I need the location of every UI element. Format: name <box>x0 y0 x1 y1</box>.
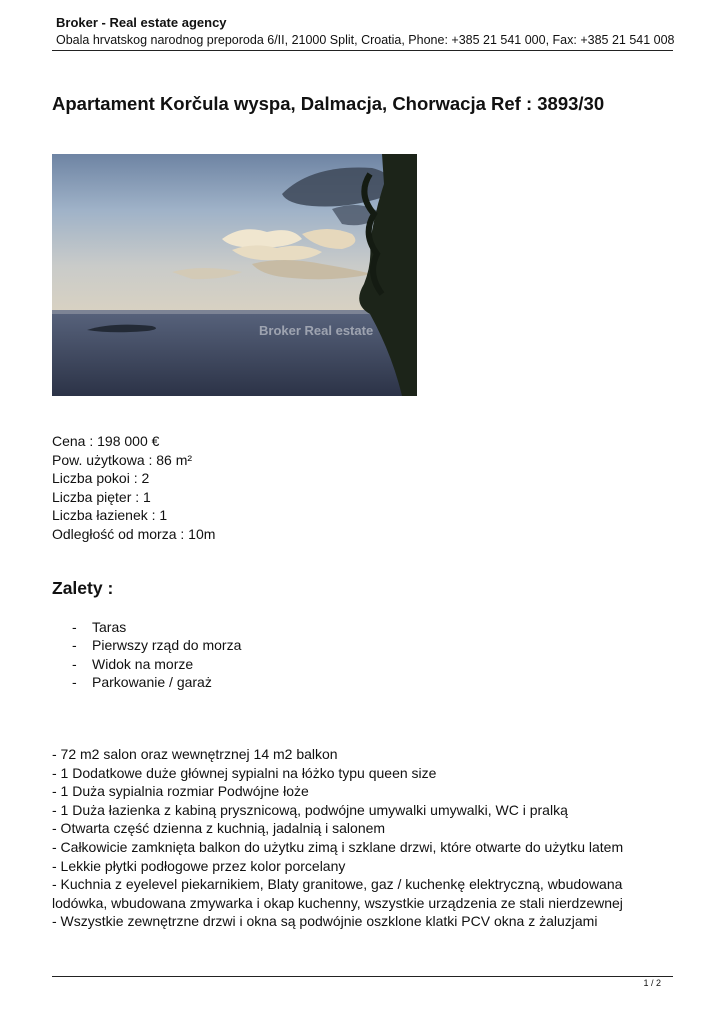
spec-rooms: Liczba pokoi : 2 <box>52 470 150 487</box>
list-item: - Parkowanie / garaż <box>72 674 212 691</box>
bullet-dash: - <box>72 619 77 635</box>
list-item: - Taras <box>72 619 127 635</box>
header-divider <box>52 50 673 51</box>
page-number: 1 / 2 <box>643 978 661 988</box>
list-item: - Pierwszy rząd do morza <box>72 637 242 654</box>
property-specs <box>52 432 215 544</box>
bullet-dash: - <box>72 674 77 691</box>
spec-area: Pow. użytkowa : 86 m² <box>52 451 193 468</box>
spec-floors: Liczba pięter : 1 <box>52 488 151 505</box>
photo-watermark: Broker Real estate <box>259 323 374 338</box>
description-line: - Kuchnia z eyelevel piekarnikiem, Blaty granitowe, gaz / kuchenkę elektryczną, wbudowana <box>52 876 623 893</box>
advantages-list <box>72 618 241 692</box>
description-line: - 1 Duża sypialnia rozmiar Podwójne łoże <box>52 783 309 800</box>
description-line: - 1 Duża łazienka z kabiną prysznicową, podwójne umywalki umywalki, WC i pralką <box>52 801 568 818</box>
page-header <box>56 15 676 48</box>
description-line: lodówka, wbudowana zmywarka i okap kuchenny, wszystkie urządzenia ze stali nierdzewnej <box>52 894 623 911</box>
description-line: - 72 m2 salon oraz wewnętrznej 14 m2 balkon <box>52 746 338 762</box>
bullet-dash: - <box>72 637 77 654</box>
spec-price: Cena : 198 000 € <box>52 433 160 449</box>
description-line: - 1 Dodatkowe duże głównej sypialni na łóżko typu queen size <box>52 764 437 781</box>
description-line: - Lekkie płytki podłogowe przez kolor porcelany <box>52 857 346 874</box>
property-photo <box>52 154 417 396</box>
agency-name: Broker - Real estate agency <box>56 15 227 30</box>
spec-sea-distance: Odległość od morza : 10m <box>52 525 216 542</box>
advantages-heading: Zalety : <box>52 578 114 598</box>
property-description <box>52 745 672 931</box>
footer-divider <box>52 976 673 977</box>
listing-title: Apartament Korčula wyspa, Dalmacja, Chorwacja Ref : 3893/30 <box>52 93 605 114</box>
spec-bathrooms: Liczba łazienek : 1 <box>52 507 168 524</box>
description-line: - Całkowicie zamknięta balkon do użytku zimą i szklane drzwi, które otwarte do użytku latem <box>52 838 624 855</box>
description-line: - Otwarta część dzienna z kuchnią, jadalnią i salonem <box>52 820 386 837</box>
agency-address: Obala hrvatskog narodnog preporoda 6/II, 21000 Split, Croatia, Phone: +385 21 541 000, Fax: +385 21 541 008 <box>56 33 675 47</box>
list-item: - Widok na morze <box>72 655 194 672</box>
bullet-dash: - <box>72 655 77 672</box>
description-line: - Wszystkie zewnętrzne drzwi i okna są podwójnie oszklone klatki PCV okna z żaluzjami <box>52 913 598 930</box>
